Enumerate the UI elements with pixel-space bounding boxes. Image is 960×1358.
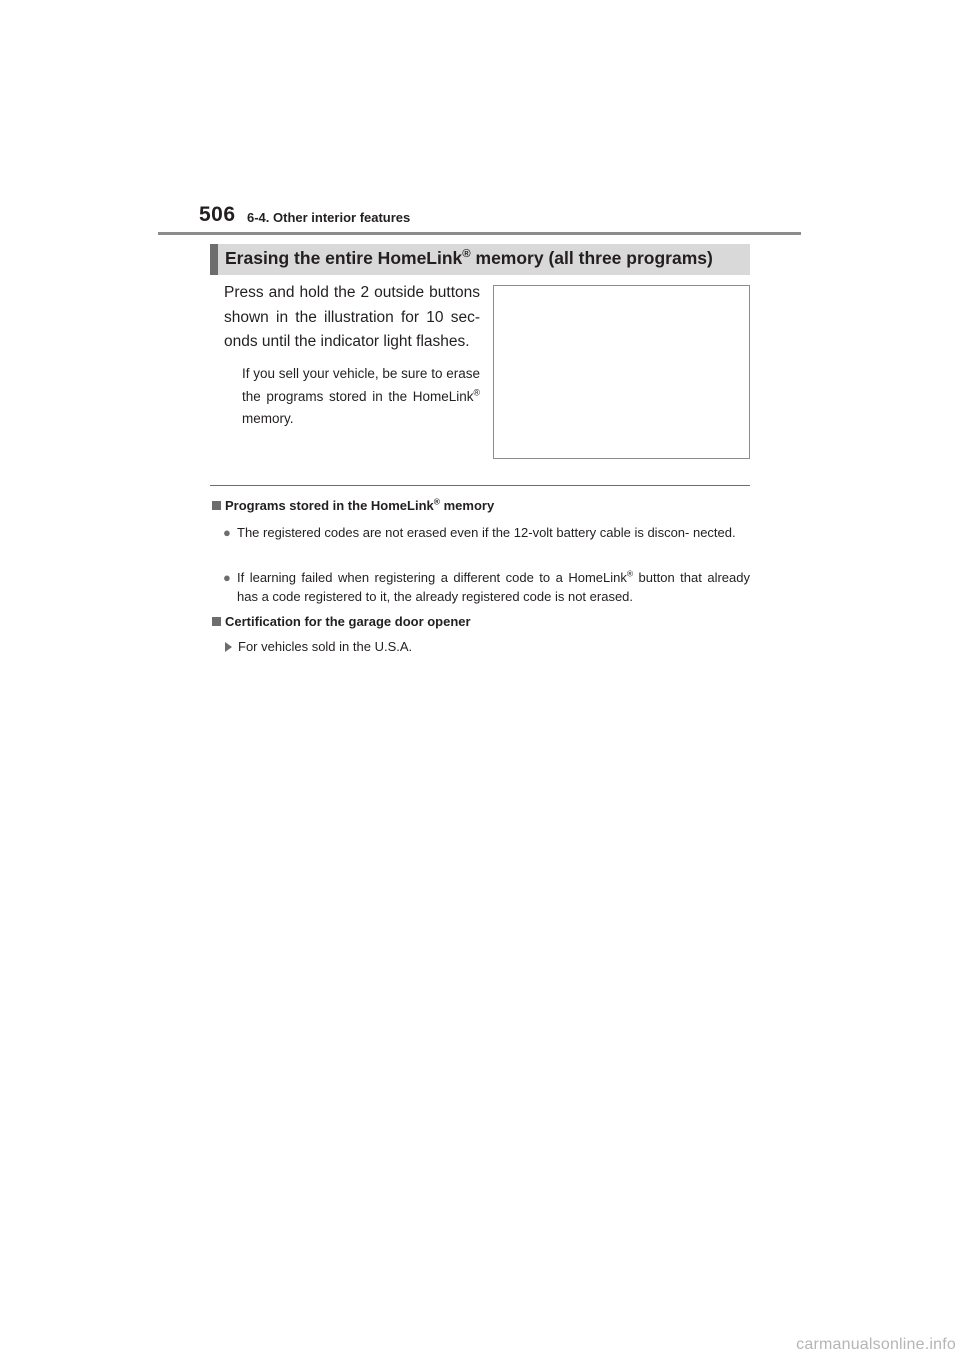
list-item: ● If learning failed when registering a different code to a HomeLink® button that already has a code registered to it, the already registered code is not erased.: [223, 568, 750, 604]
page-number: 506: [199, 203, 236, 226]
circle-bullet-icon: ●: [223, 525, 231, 540]
illustration-frame: [493, 285, 750, 459]
square-bullet-icon: [212, 617, 221, 626]
info-divider: [210, 485, 750, 486]
section-heading: [210, 244, 750, 275]
square-bullet-icon: [212, 501, 221, 510]
watermark: carmanualsonline.info: [796, 1336, 956, 1353]
note-text: If you sell your vehicle, be sure to erase the programs stored in the HomeLink® memory.: [242, 366, 480, 426]
circle-bullet-icon: ●: [223, 570, 231, 585]
triangle-arrow-icon: [225, 642, 232, 652]
programs-heading: Programs stored in the HomeLink® memory: [212, 498, 494, 513]
certification-heading: Certification for the garage door opener: [212, 614, 471, 629]
instruction-text: Press and hold the 2 outside buttons shown in the illustration for 10 sec- onds until the indicator light flashes.: [224, 284, 480, 350]
section-heading-text: Erasing the entire HomeLink® memory (all three programs): [225, 248, 713, 268]
section-label: 6-4. Other interior features: [247, 210, 411, 225]
list-item: ● The registered codes are not erased even if the 12-volt battery cable is discon- nected.: [223, 525, 736, 540]
header-rule: [158, 232, 801, 235]
usa-item: For vehicles sold in the U.S.A.: [225, 639, 412, 654]
